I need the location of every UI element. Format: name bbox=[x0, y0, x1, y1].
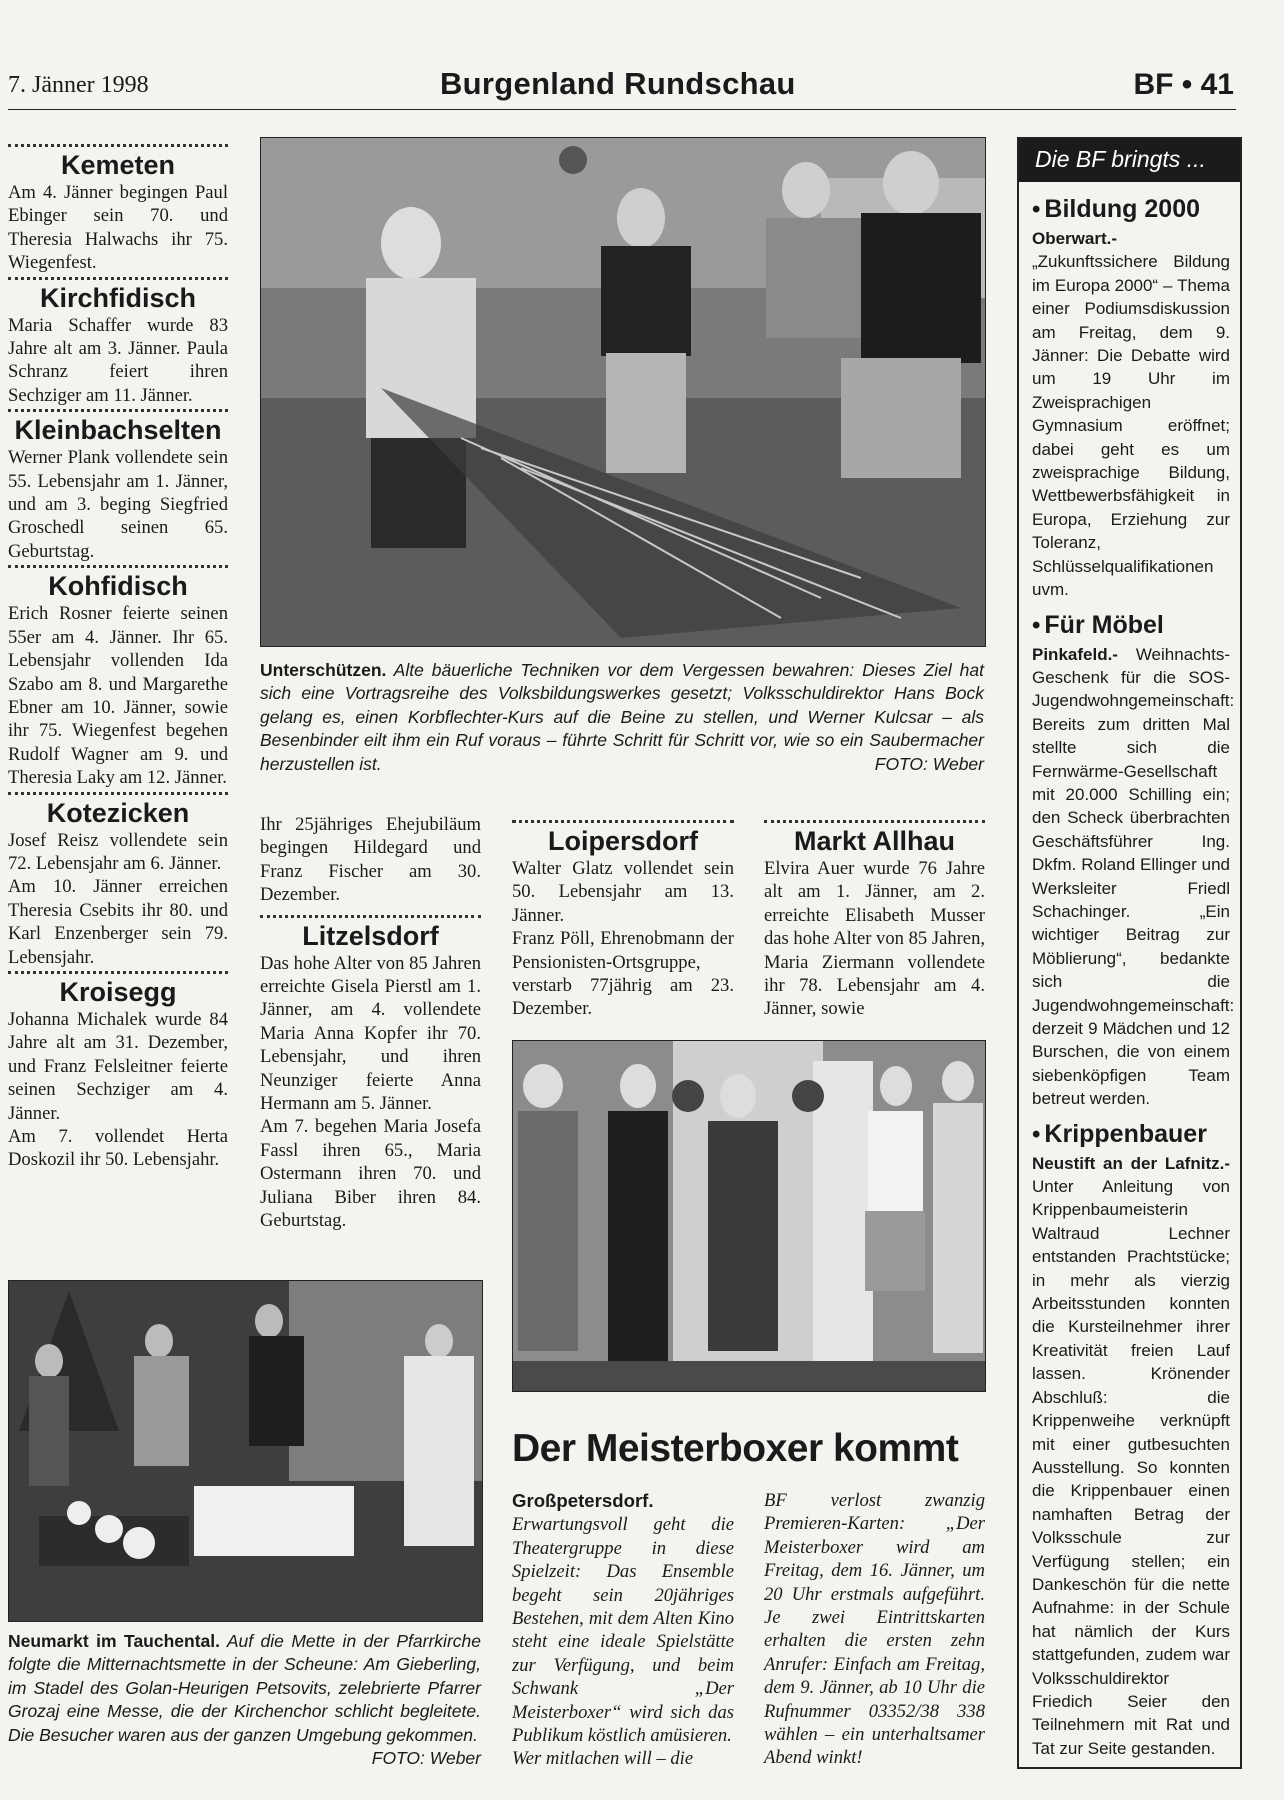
section-markt-allhau bbox=[764, 820, 985, 1021]
bottom-photo-caption bbox=[8, 1630, 481, 1770]
section-text: Ihr 25jähriges Ehejubiläum begingen Hildegard und Franz Fischer am 30. Dezember. bbox=[260, 814, 481, 906]
sidebar-heading-text: Krippenbauer bbox=[1044, 1119, 1207, 1148]
sidebar-item-text bbox=[1032, 643, 1235, 1111]
section-kirchfidisch bbox=[8, 277, 228, 408]
sidebar-title: Die BF bringts ... bbox=[1019, 139, 1240, 182]
section-heading: Kemeten bbox=[60, 150, 176, 180]
section-heading: Kleinbachselten bbox=[14, 415, 222, 446]
sidebar-body: Unter Anleitung von Krippenbaumeisterin Waltraud Lechner entstanden Prachtstücke; in mehr als vierzig Arbeitsstunden konnten die Kursteilnehmer ihrer Kreativität freien Lauf lassen. Krönender Abschluß: die Krippenweihe verknüpft mit einer gutbesuchten Ausstellung. So konnten die Krippenbauer einen namhaften Betrag der Volksschule zur Verfügung stellen; ein Dankeschön für die nette Aufnahme: in der Schule hat nämlich der Kurs stattgefunden, zudem war Volksschuldirektor Friedich Seier den Teilnehmern mit Rat und Tat zur Seite gestanden. bbox=[1032, 1177, 1230, 1758]
section-text: Am 10. Jänner erreichen Theresia Csebits ihr 80. und Karl Enzenberger sein 79. Lebensjahr. bbox=[8, 876, 228, 968]
newspaper-section-title: Burgenland Rundschau bbox=[440, 66, 796, 101]
article-text: Erwartungsvoll geht die Theatergruppe in diese Spielzeit: Das Ensemble begeht sein 20jähriges Bestehen, mit dem Alten Kino steht eine ideale Spielstätte zur Verfügung, und beim Schwank „Der Meisterboxer“ wird sich das Publikum köstlich amüsieren. bbox=[512, 1514, 734, 1747]
page-number: BF • 41 bbox=[1133, 68, 1234, 101]
photo-meisterboxer bbox=[512, 1040, 986, 1392]
section-text: Erich Rosner feierte seinen 55er am 4. Jänner. Ihr 65. Lebensjahr vollenden Ida Szabo am 8. und Margarethe Ebner am 10. Jänner, sowie ihr 75. Wiegenfest begehen Rudolf Wagner am 9. und Theresia Laky am 12. Jänner. bbox=[8, 603, 228, 789]
sidebar-heading-text: Für Möbel bbox=[1044, 610, 1164, 639]
sidebar-place: Oberwart.- bbox=[1032, 229, 1118, 248]
section-loipersdorf bbox=[512, 820, 734, 1021]
section-litzelsdorf bbox=[260, 915, 481, 1233]
photo-illustration bbox=[9, 1281, 482, 1621]
photo-credit: FOTO: Weber bbox=[371, 1748, 481, 1769]
sidebar-item-bildung-heading bbox=[1032, 194, 1230, 225]
section-heading: Litzelsdorf bbox=[302, 920, 439, 951]
photo-credit: FOTO: Weber bbox=[874, 753, 984, 774]
section-heading: Kirchfidisch bbox=[39, 282, 197, 313]
caption-text: Auf die Mette in der Pfarrkirche folgte die Mitternachtsmette in der Scheune: Am Gieberling, im Stadel des Golan-Heurigen Petsovits, zelebrierte Pfarrer Grozaj eine Messe, die der Kirchenchor schlicht begleitete. Die Besucher waren aus der ganzen Umgebung gekommen. bbox=[8, 1631, 481, 1745]
photo-illustration bbox=[513, 1041, 985, 1391]
section-text: Werner Plank vollendete sein 55. Lebensjahr am 1. Jänner, und am 3. beging Siegfried Groschedl seinen 65. Geburtstag. bbox=[8, 447, 228, 562]
article-text: BF verlost zwanzig Premieren-Karten: „Der Meisterboxer wird am Freitag, dem 16. Jänner, um 20 Uhr erstmals aufgeführt. Je zwei Eintrittskarten erhalten die ersten zehn Anrufer: Einfach am Freitag, dem 9. Jänner, ab 10 Uhr die Rufnummer 03352/38 338 wählen – ein unterhaltsamer Abend winkt! bbox=[764, 1490, 985, 1769]
left-column bbox=[8, 142, 228, 1172]
sidebar-heading-text: Bildung 2000 bbox=[1044, 195, 1200, 223]
section-text: Josef Reisz vollendete sein 72. Lebensjahr am 6. Jänner. bbox=[8, 829, 228, 874]
sidebar-item-text bbox=[1032, 1152, 1230, 1761]
sidebar-item-moebel-heading bbox=[1032, 610, 1230, 641]
caption-place: Unterschützen. bbox=[260, 660, 387, 680]
photo-broom-binding bbox=[260, 137, 986, 647]
sidebar-box bbox=[1017, 137, 1242, 1769]
loipersdorf-column bbox=[512, 818, 734, 1021]
bullet-icon: • bbox=[1032, 611, 1041, 639]
section-text: Johanna Michalek wurde 84 Jahre alt am 31. Dezember, und Franz Felsleitner feierte seinen Sechziger am 4. Jänner. bbox=[8, 1008, 228, 1124]
section-kemeten bbox=[8, 144, 228, 275]
section-text: Am 7. begehen Maria Josefa Fassl ihren 65., Maria Ostermann ihren 70. und Juliana Biber ihren 84. Geburtstag. bbox=[260, 1116, 481, 1232]
sidebar-place: Pinkafeld.- bbox=[1032, 644, 1118, 664]
section-kohfidisch bbox=[8, 565, 228, 789]
section-kroisegg bbox=[8, 971, 228, 1172]
photo-midnight-mass bbox=[8, 1280, 483, 1622]
section-text: Maria Schaffer wurde 83 Jahre alt am 3. Jänner. Paula Schranz feiert ihren Sechziger am 11. Jänner. bbox=[8, 314, 228, 406]
section-heading: Kroisegg bbox=[59, 976, 177, 1007]
section-text: Franz Pöll, Ehrenobmann der Pensionisten-Ortsgruppe, verstarb 77jährig am 23. Dezember. bbox=[512, 928, 734, 1020]
article-headline: Der Meisterboxer kommt bbox=[512, 1427, 959, 1470]
issue-date: 7. Jänner 1998 bbox=[8, 72, 149, 98]
sidebar-body: „Zukunftssichere Bildung im Europa 2000“ – Thema einer Podiumsdiskussion am Freitag, dem 9. Jänner: Die Debatte wird um 19 Uhr im Zweisprachigen Gymnasium eröffnet; dabei geht es um zweisprachige Bildung, Wettbewerbsfähigkeit in Europa, Erziehung zur Toleranz, Schlüsselqualifikationen uvm. bbox=[1032, 252, 1230, 600]
article-text: Wer mitlachen will – die bbox=[512, 1748, 694, 1770]
caption-text: Alte bäuerliche Techniken vor dem Vergessen bewahren: Dieses Ziel hat sich eine Vortragsreihe des Volksbildungswerkes gesetzt; Volksschuldirektor Hans Bock gelang es, einen Korbflechter-Kurs auf die Beine zu stellen, und Werner Kulcsar – als Besenbinder eilt ihm ein Ruf voraus – führte Schritt für Schritt vor, wie so ein Saubermacher herzustellen ist. bbox=[260, 660, 984, 774]
middle-column bbox=[260, 813, 481, 1233]
boxer-article-col1 bbox=[512, 1489, 734, 1771]
section-text: Walter Glatz vollendet sein 50. Lebensjahr am 13. Jänner. bbox=[512, 858, 734, 926]
section-kleinbachselten bbox=[8, 409, 228, 563]
top-photo-caption bbox=[260, 659, 984, 776]
header-rule bbox=[8, 109, 1236, 110]
section-heading: Loipersdorf bbox=[547, 826, 698, 856]
section-kotezicken bbox=[8, 792, 228, 969]
section-heading: Kohfidisch bbox=[48, 571, 188, 602]
photo-illustration bbox=[261, 138, 985, 646]
section-text: Am 4. Jänner begingen Paul Ebinger sein 70. und Theresia Halwachs ihr 75. Wiegenfest. bbox=[8, 182, 228, 274]
sidebar-place: Neustift an der Lafnitz.- bbox=[1032, 1153, 1230, 1173]
bullet-icon: • bbox=[1032, 196, 1041, 223]
sidebar-content bbox=[1019, 182, 1240, 1760]
caption-place: Neumarkt im Tauchental. bbox=[8, 1631, 220, 1651]
article-place: Großpetersdorf. bbox=[512, 1490, 654, 1511]
sidebar-body: Weihnachts-Geschenk für die SOS-Jugendwohngemeinschaft: Bereits zum dritten Mal stellte sich die Fernwärme-Gesellschaft mit 20.000 Schilling ein; den Scheck überbrachten Geschäftsführer Ing. Dkfm. Roland Ellinger und Werksleiter Friedl Schachinger. „Ein wichtiger Beitrag zur Möblierung“, bedankte sich die Jugendwohngemeinschaft: derzeit 9 Mädchen und 12 Burschen, die von einem siebenköpfigen Team betreut werden. bbox=[1032, 644, 1235, 1109]
markt-allhau-column bbox=[764, 818, 985, 1021]
section-text: Elvira Auer wurde 76 Jahre alt am 1. Jänner, am 2. erreichte Elisabeth Musser das hohe Alter von 85 Jahren, Maria Ziermann vollendete ihr 78. Lebensjahr am 4. Jänner, sowie bbox=[764, 858, 986, 1020]
boxer-article-col2 bbox=[764, 1489, 985, 1770]
section-heading: Markt Allhau bbox=[793, 826, 956, 856]
bullet-icon: • bbox=[1032, 1120, 1041, 1148]
sidebar-item-krippenbauer-heading bbox=[1032, 1119, 1230, 1150]
sidebar-item-text bbox=[1032, 227, 1230, 602]
section-text: Am 7. vollendet Herta Doskozil ihr 50. Lebensjahr. bbox=[8, 1126, 228, 1171]
section-text: Das hohe Alter von 85 Jahren erreichte Gisela Pierstl am 1. Jänner, am 4. vollendete Maria Anna Kopfer ihr 70. Lebensjahr, und ihren Neunziger feierte Anna Hermann am 5. Jänner. bbox=[260, 952, 481, 1115]
section-heading: Kotezicken bbox=[46, 797, 190, 828]
